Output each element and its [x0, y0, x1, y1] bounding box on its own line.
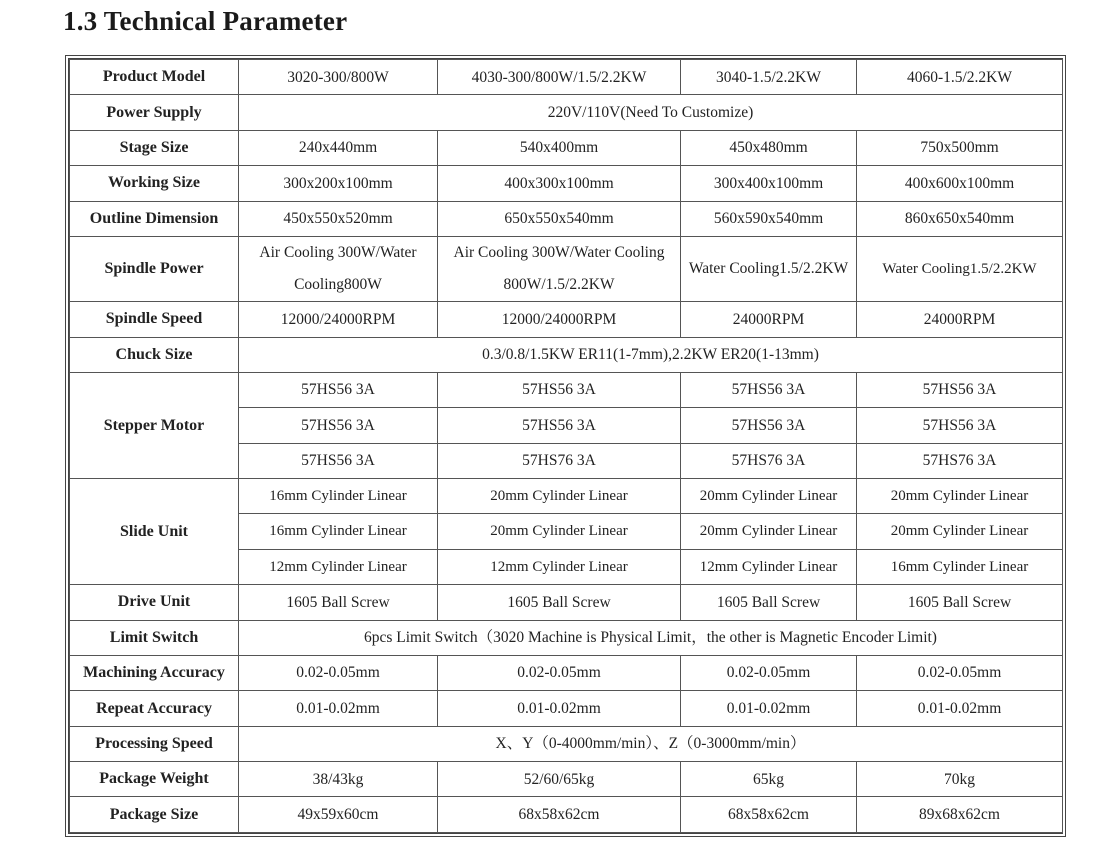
table-cell: 49x59x60cm [239, 797, 438, 833]
table-cell: 68x58x62cm [438, 797, 681, 833]
table-cell: 20mm Cylinder Linear [438, 479, 681, 514]
table-cell: 57HS56 3A [857, 372, 1063, 407]
technical-parameter-table [65, 55, 1066, 837]
table-cell: 20mm Cylinder Linear [857, 479, 1063, 514]
table-cell: 400x300x100mm [438, 166, 681, 201]
table-cell: 57HS56 3A [681, 408, 857, 443]
row-label: Working Size [70, 166, 239, 201]
table-cell: 12mm Cylinder Linear [681, 549, 857, 584]
table-cell: 52/60/65kg [438, 762, 681, 797]
table-cell: Air Cooling 300W/Water Cooling 800W/1.5/2.2KW [438, 236, 681, 301]
table-cell-merged: 220V/110V(Need To Customize) [239, 95, 1063, 130]
table-cell: 24000RPM [857, 302, 1063, 337]
table-cell: 1605 Ball Screw [857, 585, 1063, 620]
table-cell-merged: 0.3/0.8/1.5KW ER11(1-7mm),2.2KW ER20(1-13mm) [239, 337, 1063, 372]
table-cell: 57HS56 3A [239, 372, 438, 407]
table-cell: Water Cooling1.5/2.2KW [857, 236, 1063, 301]
table-cell: 57HS76 3A [438, 443, 681, 478]
table-cell: 400x600x100mm [857, 166, 1063, 201]
table-cell: 57HS76 3A [857, 443, 1063, 478]
table-cell: 1605 Ball Screw [239, 585, 438, 620]
table-cell: 1605 Ball Screw [681, 585, 857, 620]
row-package-weight [70, 762, 1063, 797]
table-cell: 450x480mm [681, 130, 857, 165]
table-cell: 89x68x62cm [857, 797, 1063, 833]
table-cell: 450x550x520mm [239, 201, 438, 236]
row-label: Outline Dimension [70, 201, 239, 236]
table-cell: 20mm Cylinder Linear [681, 479, 857, 514]
table-cell: 300x200x100mm [239, 166, 438, 201]
row-label: Package Size [70, 797, 239, 833]
row-power-supply [70, 95, 1063, 130]
table-cell: 0.01-0.02mm [239, 691, 438, 726]
table-cell: 560x590x540mm [681, 201, 857, 236]
table-cell: 650x550x540mm [438, 201, 681, 236]
table-cell: 0.02-0.05mm [681, 655, 857, 690]
table-cell: 860x650x540mm [857, 201, 1063, 236]
row-slide-unit-1 [70, 479, 1063, 514]
row-repeat-accuracy [70, 691, 1063, 726]
row-label: Spindle Power [70, 236, 239, 301]
page-title: 1.3 Technical Parameter [63, 6, 348, 36]
table-cell: 750x500mm [857, 130, 1063, 165]
table-cell: 20mm Cylinder Linear [438, 514, 681, 549]
table-cell: 68x58x62cm [681, 797, 857, 833]
row-label: Stage Size [70, 130, 239, 165]
row-package-size [70, 797, 1063, 833]
table-cell: 16mm Cylinder Linear [857, 549, 1063, 584]
table-cell: 12000/24000RPM [438, 302, 681, 337]
table-cell: 0.01-0.02mm [681, 691, 857, 726]
table-cell: Air Cooling 300W/Water Cooling800W [239, 236, 438, 301]
row-limit-switch [70, 620, 1063, 655]
table-cell-merged: X、Y（0-4000mm/min）、Z（0-3000mm/min） [239, 726, 1063, 761]
table-cell: 12mm Cylinder Linear [239, 549, 438, 584]
table-cell: 38/43kg [239, 762, 438, 797]
row-spindle-speed [70, 302, 1063, 337]
row-chuck-size [70, 337, 1063, 372]
row-working-size [70, 166, 1063, 201]
table-cell: 3020-300/800W [239, 60, 438, 95]
row-spindle-power [70, 236, 1063, 301]
row-stage-size [70, 130, 1063, 165]
table-cell: 540x400mm [438, 130, 681, 165]
table-cell: 57HS56 3A [857, 408, 1063, 443]
table-cell: 12000/24000RPM [239, 302, 438, 337]
row-outline-dimension [70, 201, 1063, 236]
row-processing-speed [70, 726, 1063, 761]
table-cell: 16mm Cylinder Linear [239, 479, 438, 514]
row-label: Spindle Speed [70, 302, 239, 337]
row-label: Drive Unit [70, 585, 239, 620]
table-cell: 16mm Cylinder Linear [239, 514, 438, 549]
row-label: Processing Speed [70, 726, 239, 761]
table-cell: 0.01-0.02mm [857, 691, 1063, 726]
table-cell: 300x400x100mm [681, 166, 857, 201]
table-cell: 3040-1.5/2.2KW [681, 60, 857, 95]
row-stepper-motor-1 [70, 372, 1063, 407]
table-cell: 57HS56 3A [239, 408, 438, 443]
row-label: Limit Switch [70, 620, 239, 655]
table-cell: 70kg [857, 762, 1063, 797]
table-cell: Water Cooling1.5/2.2KW [681, 236, 857, 301]
row-label: Repeat Accuracy [70, 691, 239, 726]
table-cell: 24000RPM [681, 302, 857, 337]
table-cell: 1605 Ball Screw [438, 585, 681, 620]
row-label: Product Model [70, 60, 239, 95]
row-label: Machining Accuracy [70, 655, 239, 690]
table-cell: 57HS56 3A [239, 443, 438, 478]
table-cell: 240x440mm [239, 130, 438, 165]
row-label: Package Weight [70, 762, 239, 797]
table-cell: 57HS76 3A [681, 443, 857, 478]
table-cell: 20mm Cylinder Linear [857, 514, 1063, 549]
table-cell: 0.01-0.02mm [438, 691, 681, 726]
row-label: Stepper Motor [70, 372, 239, 478]
row-label: Chuck Size [70, 337, 239, 372]
table-cell: 57HS56 3A [438, 408, 681, 443]
table-cell: 0.02-0.05mm [857, 655, 1063, 690]
table-cell: 0.02-0.05mm [239, 655, 438, 690]
row-machining-accuracy [70, 655, 1063, 690]
table-cell: 57HS56 3A [438, 372, 681, 407]
table-cell: 0.02-0.05mm [438, 655, 681, 690]
table-cell: 57HS56 3A [681, 372, 857, 407]
table-cell-merged: 6pcs Limit Switch（3020 Machine is Physical Limit，the other is Magnetic Encoder Limit) [239, 620, 1063, 655]
row-label: Power Supply [70, 95, 239, 130]
table-cell: 4030-300/800W/1.5/2.2KW [438, 60, 681, 95]
table-cell: 20mm Cylinder Linear [681, 514, 857, 549]
row-label: Slide Unit [70, 479, 239, 585]
table-cell: 65kg [681, 762, 857, 797]
row-product-model [70, 60, 1063, 95]
table-cell: 12mm Cylinder Linear [438, 549, 681, 584]
table-cell: 4060-1.5/2.2KW [857, 60, 1063, 95]
row-drive-unit [70, 585, 1063, 620]
